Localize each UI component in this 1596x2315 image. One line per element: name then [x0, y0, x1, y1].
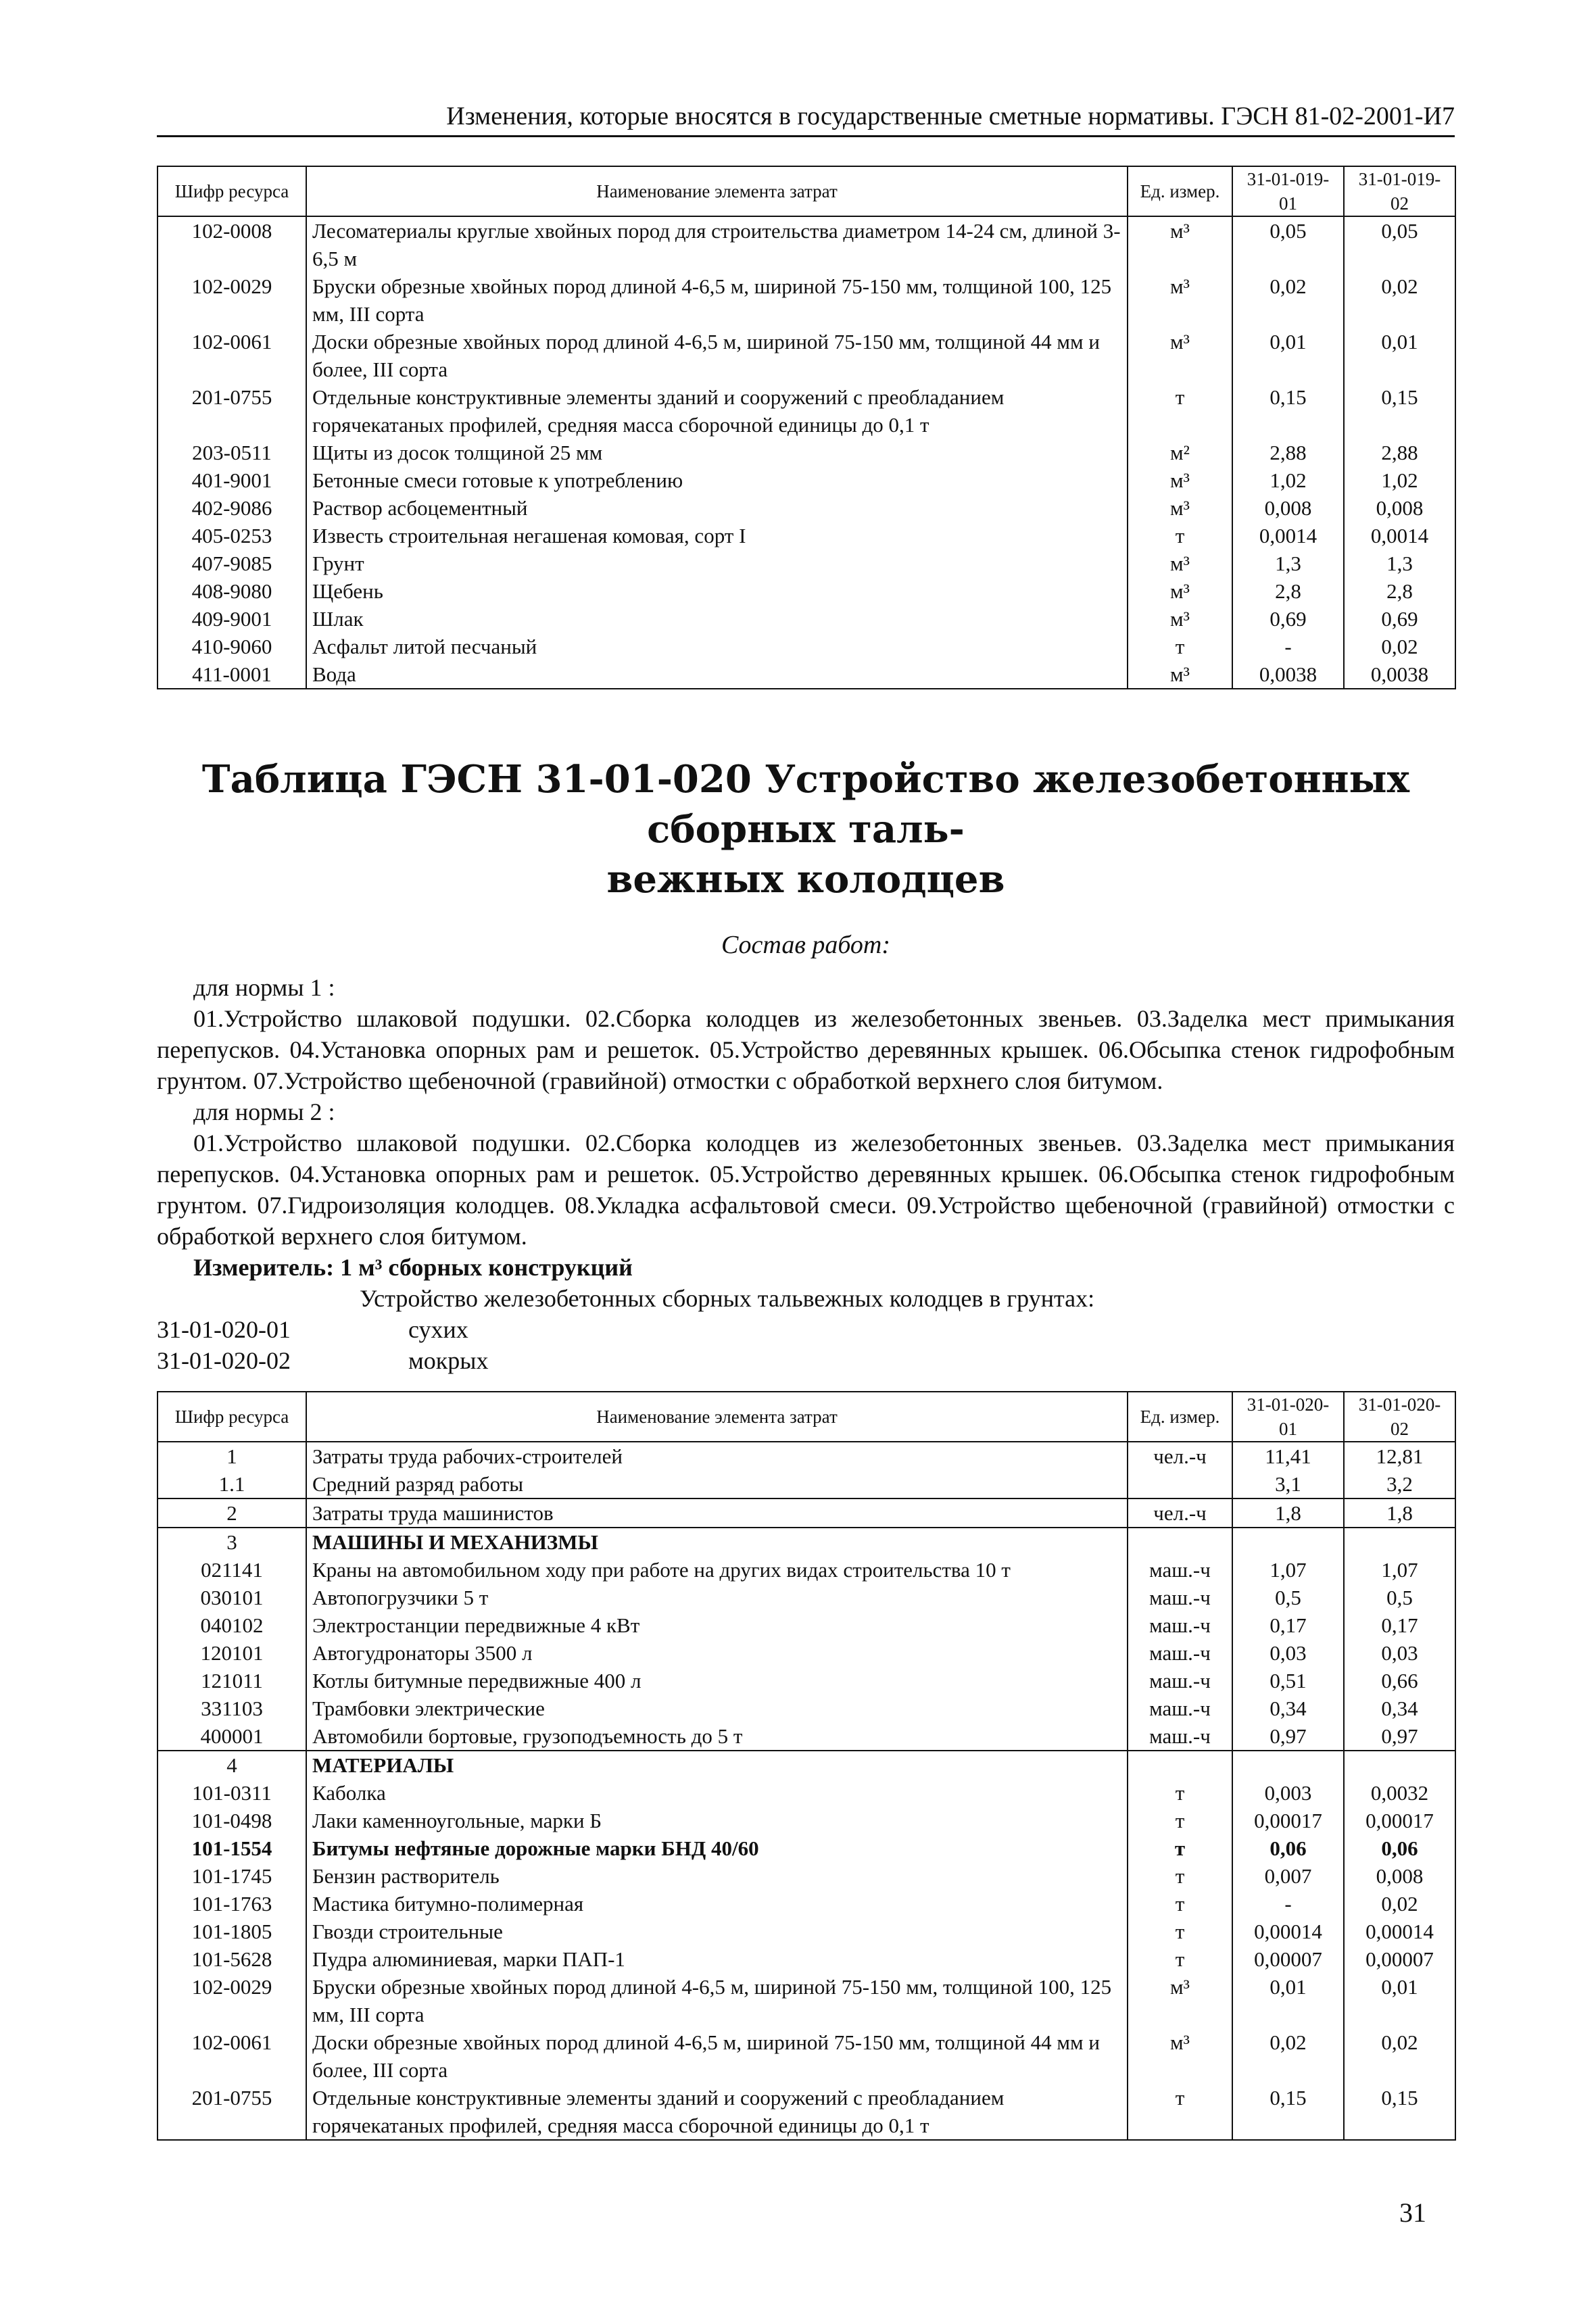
resource-code: 101-1554 [158, 1834, 306, 1862]
resource-code: 1.1 [158, 1470, 306, 1498]
norm-1-value: 0,5 [1232, 1584, 1344, 1611]
table-row [158, 1695, 1455, 1722]
table-row [158, 1779, 1455, 1807]
resource-name: МАТЕРИАЛЫ [306, 1751, 1128, 1779]
norm-1-value: 0,008 [1232, 494, 1344, 522]
norm-1-value: 1,8 [1232, 1498, 1344, 1528]
resource-name: Каболка [306, 1779, 1128, 1807]
norm-2-value: 0,00017 [1344, 1807, 1455, 1834]
resource-code: 101-1745 [158, 1862, 306, 1890]
norm-2-value: 2,8 [1344, 577, 1455, 605]
resource-code: 407-9085 [158, 550, 306, 577]
norm-1-value: 1,07 [1232, 1556, 1344, 1584]
resource-code: 102-0008 [158, 216, 306, 272]
resource-name: Грунт [306, 550, 1128, 577]
resource-name: Шлак [306, 605, 1128, 633]
resource-unit: маш.-ч [1128, 1667, 1232, 1695]
norm-1-label: для нормы 1 : [193, 974, 335, 1001]
resource-unit: маш.-ч [1128, 1584, 1232, 1611]
norm-1-value: 0,05 [1232, 216, 1344, 272]
resource-unit: м³ [1128, 466, 1232, 494]
norm-2-value: 1,3 [1344, 550, 1455, 577]
resource-unit: м³ [1128, 660, 1232, 689]
norm-2-value [1344, 1528, 1455, 1556]
measure-line: Измеритель: 1 м³ сборных конструкций [193, 1254, 633, 1281]
resource-code: 021141 [158, 1556, 306, 1584]
norm-2-value: 0,02 [1344, 1890, 1455, 1918]
resource-unit: т [1128, 633, 1232, 660]
table-row [158, 1945, 1455, 1973]
table-row [158, 328, 1455, 383]
norm-2-value: 0,008 [1344, 494, 1455, 522]
table-row [158, 1807, 1455, 1834]
resource-code: 101-1805 [158, 1918, 306, 1945]
table-row [158, 1442, 1455, 1470]
table-row [158, 1470, 1455, 1498]
resource-code: 102-0061 [158, 2028, 306, 2084]
table-row [158, 633, 1455, 660]
resource-unit: маш.-ч [1128, 1695, 1232, 1722]
norm-2-value: 1,07 [1344, 1556, 1455, 1584]
norm-1-value: 2,88 [1232, 439, 1344, 466]
resource-code: 102-0029 [158, 272, 306, 328]
norm-1-value: 0,17 [1232, 1611, 1344, 1639]
norm-1-value: 0,34 [1232, 1695, 1344, 1722]
table-row [158, 1584, 1455, 1611]
resource-name: Бензин растворитель [306, 1862, 1128, 1890]
resource-code: 101-5628 [158, 1945, 306, 1973]
norm-2-value: 0,00007 [1344, 1945, 1455, 1973]
norm-2-value: 0,97 [1344, 1722, 1455, 1751]
measure-description: Устройство железобетонных сборных тальвежных колодцев в грунтах: [360, 1285, 1095, 1312]
norm-1-value: 1,3 [1232, 550, 1344, 577]
table-title [157, 754, 1455, 904]
table-row [158, 1918, 1455, 1945]
norm-1-value: 0,01 [1232, 328, 1344, 383]
resource-code: 4 [158, 1751, 306, 1779]
norm-2-label: для нормы 2 : [193, 1098, 335, 1125]
norm-2-value: 0,00014 [1344, 1918, 1455, 1945]
resource-unit: м³ [1128, 216, 1232, 272]
resource-unit: т [1128, 522, 1232, 550]
resource-name: Краны на автомобильном ходу при работе на других видах строительства 10 т [306, 1556, 1128, 1584]
resource-code: 2 [158, 1498, 306, 1528]
norm-1-value: 0,0014 [1232, 522, 1344, 550]
norm-1-value: - [1232, 1890, 1344, 1918]
norm-1-value: 0,69 [1232, 605, 1344, 633]
norm-2-value: 0,17 [1344, 1611, 1455, 1639]
resource-unit: м² [1128, 439, 1232, 466]
norm-1-value: 0,0038 [1232, 660, 1344, 689]
resource-unit: м³ [1128, 605, 1232, 633]
norm-1-text: 01.Устройство шлаковой подушки. 02.Сборка колодцев из железобетонных звеньев. 03.Заделка мест примыкания перепусков. 04.Установка опорных рам и решеток. 05.Устройство деревянных крышек. 06.Обсыпка стенок гидрофобным грунтом. 07.Устройство щебеночной (гравийной) отмостки с обработкой верхнего слоя битумом. [157, 1005, 1455, 1094]
table-header-row [158, 1392, 1455, 1442]
norm-2-value: 12,81 [1344, 1442, 1455, 1470]
running-header: Изменения, которые вносятся в государственные сметные нормативы. ГЭСН 81-02-2001-И7 [157, 101, 1455, 137]
resource-code: 120101 [158, 1639, 306, 1667]
variant-label: мокрых [408, 1347, 489, 1374]
resource-code: 408-9080 [158, 577, 306, 605]
table-body [158, 216, 1455, 689]
resource-unit: м³ [1128, 494, 1232, 522]
norm-2-value: 0,0032 [1344, 1779, 1455, 1807]
norm-2-value: 1,02 [1344, 466, 1455, 494]
variant-code: 31-01-020-01 [157, 1316, 291, 1343]
norm-2-value: 0,15 [1344, 383, 1455, 439]
col-header-norm-2: 31-01-019-02 [1344, 166, 1455, 216]
variant-code: 31-01-020-02 [157, 1347, 291, 1374]
table-row [158, 439, 1455, 466]
resource-code: 201-0755 [158, 383, 306, 439]
resource-code: 411-0001 [158, 660, 306, 689]
norm-2-text: 01.Устройство шлаковой подушки. 02.Сборка колодцев из железобетонных звеньев. 03.Заделка мест примыкания перепусков. 04.Установка опорных рам и решеток. 05.Устройство деревянных крышек. 06.Обсыпка стенок гидрофобным грунтом. 07.Гидроизоляция колодцев. 08.Укладка асфальтовой смеси. 09.Устройство щебеночной (гравийной) отмостки с обработкой верхнего слоя битумом. [157, 1129, 1455, 1250]
resource-name: Затраты труда машинистов [306, 1498, 1128, 1528]
norm-1-value [1232, 1528, 1344, 1556]
resource-name: Бруски обрезные хвойных пород длиной 4-6,5 м, шириной 75-150 мм, толщиной 100, 125 мм, III сорта [306, 272, 1128, 328]
table-row [158, 1667, 1455, 1695]
resource-unit: чел.-ч [1128, 1498, 1232, 1528]
table-row [158, 494, 1455, 522]
resource-name: Лаки каменноугольные, марки Б [306, 1807, 1128, 1834]
col-header-name: Наименование элемента затрат [306, 1392, 1128, 1442]
resource-name: Отдельные конструктивные элементы зданий и сооружений с преобладанием горячекатаных профилей, средняя масса сборочной единицы до 0,1 т [306, 383, 1128, 439]
col-header-norm-1: 31-01-020-01 [1232, 1392, 1344, 1442]
norm-1-value: 0,007 [1232, 1862, 1344, 1890]
table-title-line-1: Таблица ГЭСН 31-01-020 Устройство железобетонных сборных таль- [201, 757, 1410, 852]
resource-name: Котлы битумные передвижные 400 л [306, 1667, 1128, 1695]
norm-2-value: 0,008 [1344, 1862, 1455, 1890]
table-row [158, 1862, 1455, 1890]
resource-code: 121011 [158, 1667, 306, 1695]
resource-code: 101-1763 [158, 1890, 306, 1918]
resource-code: 101-0311 [158, 1779, 306, 1807]
resource-name: Затраты труда рабочих-строителей [306, 1442, 1128, 1470]
resource-name: Гвозди строительные [306, 1918, 1128, 1945]
resource-name: Бруски обрезные хвойных пород длиной 4-6,5 м, шириной 75-150 мм, толщиной 100, 125 мм, III сорта [306, 1973, 1128, 2028]
resource-code: 400001 [158, 1722, 306, 1751]
resource-name: Автомобили бортовые, грузоподъемность до 5 т [306, 1722, 1128, 1751]
resource-name: Бетонные смеси готовые к употреблению [306, 466, 1128, 494]
table-row [158, 466, 1455, 494]
norm-1-value: 1,02 [1232, 466, 1344, 494]
resource-unit: т [1128, 1862, 1232, 1890]
table-header-row [158, 166, 1455, 216]
resource-name: Трамбовки электрические [306, 1695, 1128, 1722]
resource-unit: м³ [1128, 550, 1232, 577]
norm-2-value: 0,69 [1344, 605, 1455, 633]
norm-2-value [1344, 1751, 1455, 1779]
resource-code: 401-9001 [158, 466, 306, 494]
norm-1-value: 0,03 [1232, 1639, 1344, 1667]
resource-name: Пудра алюминиевая, марки ПАП-1 [306, 1945, 1128, 1973]
norm-2-value: 0,0014 [1344, 522, 1455, 550]
norm-1-value: 0,06 [1232, 1834, 1344, 1862]
resource-name: Доски обрезные хвойных пород длиной 4-6,5 м, шириной 75-150 мм, толщиной 44 мм и более, III сорта [306, 2028, 1128, 2084]
resource-unit [1128, 1528, 1232, 1556]
resource-code: 203-0511 [158, 439, 306, 466]
resource-unit: т [1128, 2084, 1232, 2140]
norm-1-value: 0,51 [1232, 1667, 1344, 1695]
norm-2-value: 0,5 [1344, 1584, 1455, 1611]
resource-name: Асфальт литой песчаный [306, 633, 1128, 660]
table-row [158, 1834, 1455, 1862]
table-row [158, 660, 1455, 689]
norm-1-value: 2,8 [1232, 577, 1344, 605]
resource-code: 030101 [158, 1584, 306, 1611]
resource-code: 201-0755 [158, 2084, 306, 2140]
norm-1-value: 0,97 [1232, 1722, 1344, 1751]
norm-2-value: 0,03 [1344, 1639, 1455, 1667]
resource-unit: т [1128, 1779, 1232, 1807]
resource-name: Автопогрузчики 5 т [306, 1584, 1128, 1611]
resource-name: Отдельные конструктивные элементы зданий и сооружений с преобладанием горячекатаных профилей, средняя масса сборочной единицы до 0,1 т [306, 2084, 1128, 2140]
resource-unit: м³ [1128, 577, 1232, 605]
resource-unit: м³ [1128, 2028, 1232, 2084]
table-row [158, 383, 1455, 439]
resource-name: Электростанции передвижные 4 кВт [306, 1611, 1128, 1639]
resource-unit: т [1128, 1945, 1232, 1973]
norm-2-value: 0,34 [1344, 1695, 1455, 1722]
resource-name: Щиты из досок толщиной 25 мм [306, 439, 1128, 466]
resource-name: Лесоматериалы круглые хвойных пород для строительства диаметром 14-24 см, длиной 3-6,5 м [306, 216, 1128, 272]
norm-1-value: 11,41 [1232, 1442, 1344, 1470]
resource-name: Мастика битумно-полимерная [306, 1890, 1128, 1918]
table-row [158, 1611, 1455, 1639]
resource-unit: м³ [1128, 1973, 1232, 2028]
table-row [158, 1556, 1455, 1584]
table-body [158, 1442, 1455, 2140]
variant-label: сухих [408, 1316, 468, 1343]
resource-unit [1128, 1470, 1232, 1498]
resource-name: Средний разряд работы [306, 1470, 1128, 1498]
resource-name: МАШИНЫ И МЕХАНИЗМЫ [306, 1528, 1128, 1556]
page-number: 31 [1399, 2197, 1426, 2228]
resource-code: 331103 [158, 1695, 306, 1722]
norm-1-value [1232, 1751, 1344, 1779]
table-row [158, 550, 1455, 577]
col-header-code: Шифр ресурса [158, 1392, 306, 1442]
table-row [158, 1973, 1455, 2028]
norm-1-value: 0,01 [1232, 1973, 1344, 2028]
table-row [158, 1528, 1455, 1556]
resource-code: 405-0253 [158, 522, 306, 550]
norm-1-value: - [1232, 633, 1344, 660]
col-header-norm-1: 31-01-019-01 [1232, 166, 1344, 216]
resource-unit: маш.-ч [1128, 1611, 1232, 1639]
page [157, 101, 1455, 2141]
norm-2-value: 0,02 [1344, 633, 1455, 660]
table-row [158, 1890, 1455, 1918]
resource-unit: м³ [1128, 328, 1232, 383]
table-row [158, 1722, 1455, 1751]
col-header-name: Наименование элемента затрат [306, 166, 1128, 216]
resource-unit: т [1128, 1918, 1232, 1945]
norm-2-value: 0,06 [1344, 1834, 1455, 1862]
norm-1-value: 0,00014 [1232, 1918, 1344, 1945]
norm-1-value: 0,003 [1232, 1779, 1344, 1807]
table-row [158, 605, 1455, 633]
resource-unit: т [1128, 1807, 1232, 1834]
table-row [158, 2028, 1455, 2084]
norm-1-value: 0,00017 [1232, 1807, 1344, 1834]
norm-2-value: 0,02 [1344, 2028, 1455, 2084]
variant-row [157, 1314, 1455, 1345]
resource-unit: т [1128, 383, 1232, 439]
resource-code: 101-0498 [158, 1807, 306, 1834]
norm-1-value: 0,02 [1232, 2028, 1344, 2084]
table-row [158, 1751, 1455, 1779]
col-header-code: Шифр ресурса [158, 166, 306, 216]
resource-code: 409-9001 [158, 605, 306, 633]
resource-unit [1128, 1751, 1232, 1779]
norm-2-value: 0,05 [1344, 216, 1455, 272]
resource-unit: т [1128, 1834, 1232, 1862]
table-row [158, 272, 1455, 328]
table-row [158, 577, 1455, 605]
variant-row [157, 1345, 1455, 1376]
resource-name: Раствор асбоцементный [306, 494, 1128, 522]
col-header-unit: Ед. измер. [1128, 1392, 1232, 1442]
table-title-line-2: вежных колодцев [606, 857, 1005, 902]
norm-2-value: 0,66 [1344, 1667, 1455, 1695]
resource-table-2 [157, 1391, 1456, 2141]
resource-code: 3 [158, 1528, 306, 1556]
table-row [158, 216, 1455, 272]
composition-heading: Состав работ: [721, 931, 891, 959]
norm-2-value: 0,15 [1344, 2084, 1455, 2140]
resource-unit: чел.-ч [1128, 1442, 1232, 1470]
norm-2-value: 3,2 [1344, 1470, 1455, 1498]
table-row [158, 1639, 1455, 1667]
resource-unit: м³ [1128, 272, 1232, 328]
norm-2-value: 0,02 [1344, 272, 1455, 328]
resource-table-1 [157, 166, 1456, 689]
resource-name: Битумы нефтяные дорожные марки БНД 40/60 [306, 1834, 1128, 1862]
table-row [158, 522, 1455, 550]
col-header-norm-2: 31-01-020-02 [1344, 1392, 1455, 1442]
resource-name: Автогудронаторы 3500 л [306, 1639, 1128, 1667]
norm-2-value: 0,0038 [1344, 660, 1455, 689]
resource-name: Доски обрезные хвойных пород длиной 4-6,5 м, шириной 75-150 мм, толщиной 44 мм и более, III сорта [306, 328, 1128, 383]
resource-code: 410-9060 [158, 633, 306, 660]
resource-unit: маш.-ч [1128, 1639, 1232, 1667]
norm-1-value: 0,02 [1232, 272, 1344, 328]
resource-name: Известь строительная негашеная комовая, сорт I [306, 522, 1128, 550]
table-row [158, 1498, 1455, 1528]
norm-2-value: 2,88 [1344, 439, 1455, 466]
norm-2-value: 0,01 [1344, 1973, 1455, 2028]
resource-name: Щебень [306, 577, 1128, 605]
resource-unit: маш.-ч [1128, 1556, 1232, 1584]
resource-code: 102-0061 [158, 328, 306, 383]
table-row [158, 2084, 1455, 2140]
resource-name: Вода [306, 660, 1128, 689]
resource-code: 402-9086 [158, 494, 306, 522]
resource-unit: маш.-ч [1128, 1722, 1232, 1751]
resource-code: 1 [158, 1442, 306, 1470]
resource-code: 102-0029 [158, 1973, 306, 2028]
norm-1-value: 0,15 [1232, 383, 1344, 439]
resource-unit: т [1128, 1890, 1232, 1918]
norm-1-value: 3,1 [1232, 1470, 1344, 1498]
norm-1-value: 0,15 [1232, 2084, 1344, 2140]
norm-1-value: 0,00007 [1232, 1945, 1344, 1973]
col-header-unit: Ед. измер. [1128, 166, 1232, 216]
norm-2-value: 1,8 [1344, 1498, 1455, 1528]
resource-code: 040102 [158, 1611, 306, 1639]
norm-2-value: 0,01 [1344, 328, 1455, 383]
